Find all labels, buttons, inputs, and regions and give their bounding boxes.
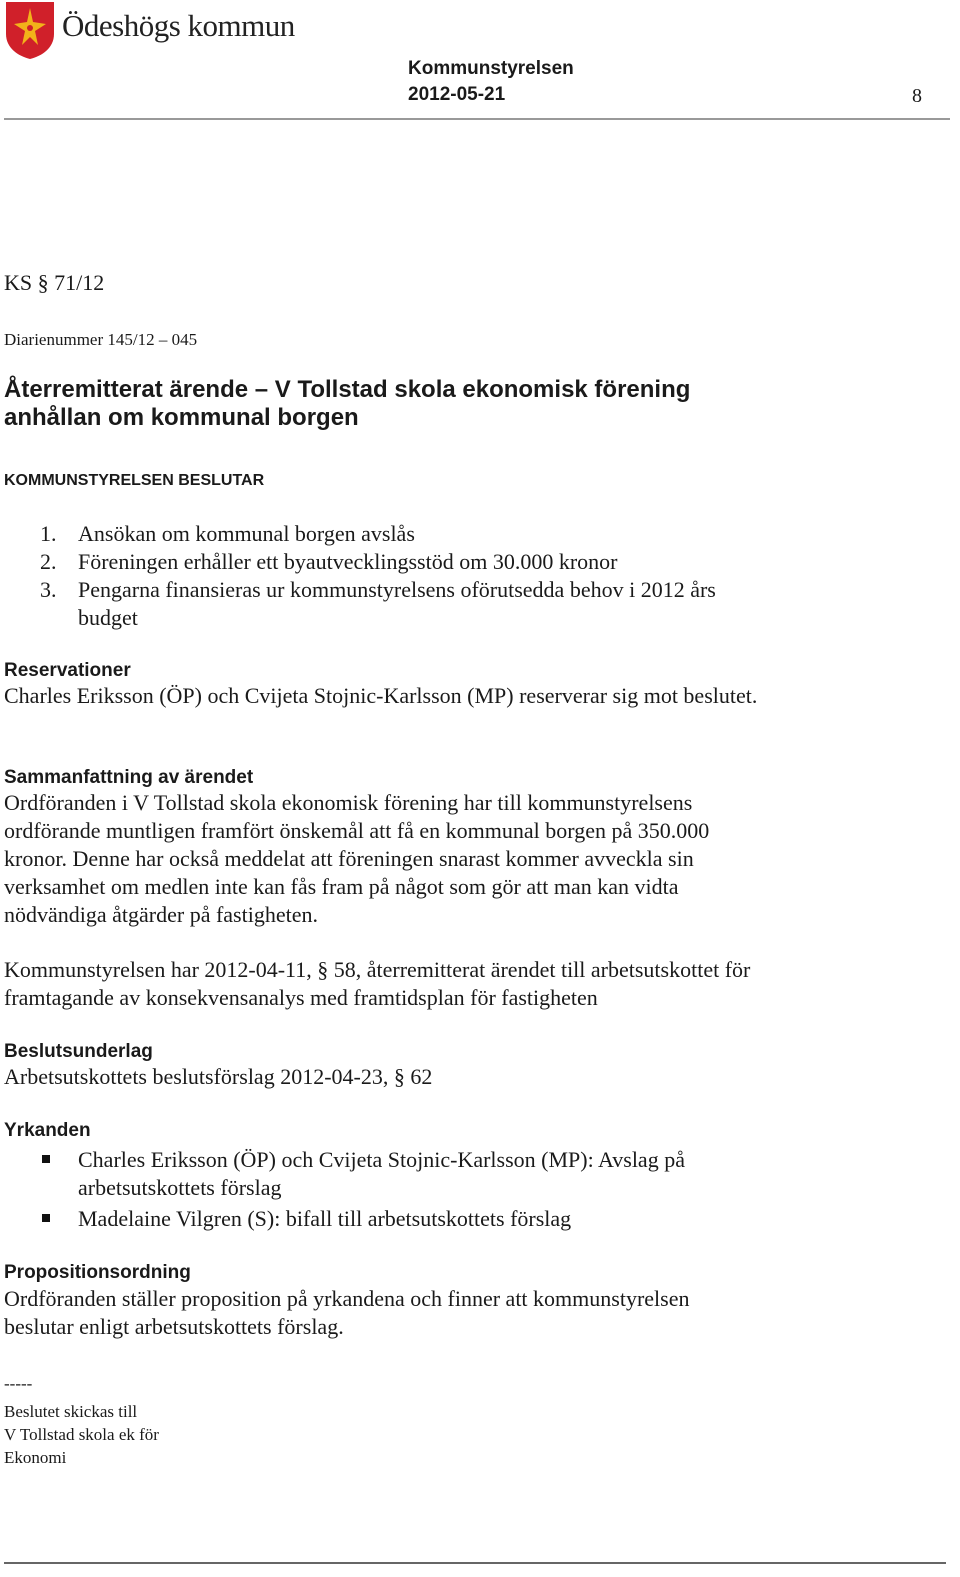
decision-text: Föreningen erhåller ett byautvecklingsstöd om 30.000 kronor [78, 549, 618, 574]
bullet-square-icon [42, 1214, 50, 1222]
organization-name: Ödeshögs kommun [62, 8, 295, 43]
decision-number: 2. [40, 549, 57, 574]
case-number: KS § 71/12 [4, 270, 105, 295]
decision-number: 3. [40, 577, 57, 602]
recipient: V Tollstad skola ek för [4, 1425, 159, 1444]
summary-heading: Sammanfattning av ärendet [4, 767, 254, 788]
case-title: Återremitterat ärende – V Tollstad skola ekonomisk förening anhållan om kommunal borgen [4, 376, 691, 431]
list-item [4, 1146, 764, 1202]
decision-text: Pengarna finansieras ur kommunstyrelsens oförutsedda behov i 2012 års budget [78, 577, 716, 630]
proposition-text: Ordföranden ställer proposition på yrkandena och finner att kommunstyrelsen beslutar enligt arbetsutskottets förslag. [4, 1286, 690, 1339]
motion-text: Madelaine Vilgren (S): bifall till arbetsutskottets förslag [78, 1206, 572, 1231]
header-body-name: Kommunstyrelsen [408, 58, 574, 79]
header-divider [4, 118, 950, 120]
decision-item [4, 548, 764, 576]
decision-list [4, 520, 764, 632]
reservations-text: Charles Eriksson (ÖP) och Cvijeta Stojnic-Karlsson (MP) reserverar sig mot beslutet. [4, 683, 758, 708]
proposition-heading: Propositionsordning [4, 1262, 191, 1283]
decision-text: Ansökan om kommunal borgen avslås [78, 521, 415, 546]
decision-item [4, 520, 764, 548]
page-header [0, 0, 960, 122]
distribution-block [4, 1400, 159, 1469]
basis-text: Arbetsutskottets beslutsförslag 2012-04-23, § 62 [4, 1064, 433, 1089]
diary-number: Diarienummer 145/12 – 045 [4, 330, 198, 349]
motions-list [4, 1146, 764, 1236]
distribution-heading: Beslutet skickas till [4, 1402, 138, 1421]
recipient: Ekonomi [4, 1448, 67, 1467]
list-item [4, 1205, 764, 1233]
separator: ----- [4, 1374, 33, 1393]
motion-text: Charles Eriksson (ÖP) och Cvijeta Stojnic-Karlsson (MP): Avslag på arbetsutskottets förslag [78, 1147, 685, 1200]
summary-paragraph-2: Kommunstyrelsen har 2012-04-11, § 58, återremitterat ärendet till arbetsutskottet för framtagande av konsekvensanalys med framtidsplan för fastigheten [4, 957, 751, 1010]
decision-number: 1. [40, 521, 57, 546]
header-date: 2012-05-21 [408, 84, 506, 105]
motions-heading: Yrkanden [4, 1120, 91, 1141]
bullet-square-icon [42, 1155, 50, 1163]
basis-heading: Beslutsunderlag [4, 1041, 153, 1062]
municipality-crest-icon [4, 0, 56, 60]
summary-paragraph: Ordföranden i V Tollstad skola ekonomisk förening har till kommunstyrelsens ordförande muntligen framfört önskemål att få en kommunal borgen på 350.000 kronor. Denne har också meddelat att föreningen snarast kommer avveckla sin verksamhet om medlen inte kan fås fram på något som gör att man kan vidta nödvändiga åtgärder på fastigheten. [4, 790, 710, 927]
decision-item [4, 576, 764, 632]
decision-heading: KOMMUNSTYRELSEN BESLUTAR [4, 472, 265, 489]
footer-divider [4, 1562, 946, 1564]
page-number: 8 [912, 85, 922, 107]
reservations-heading: Reservationer [4, 660, 131, 681]
